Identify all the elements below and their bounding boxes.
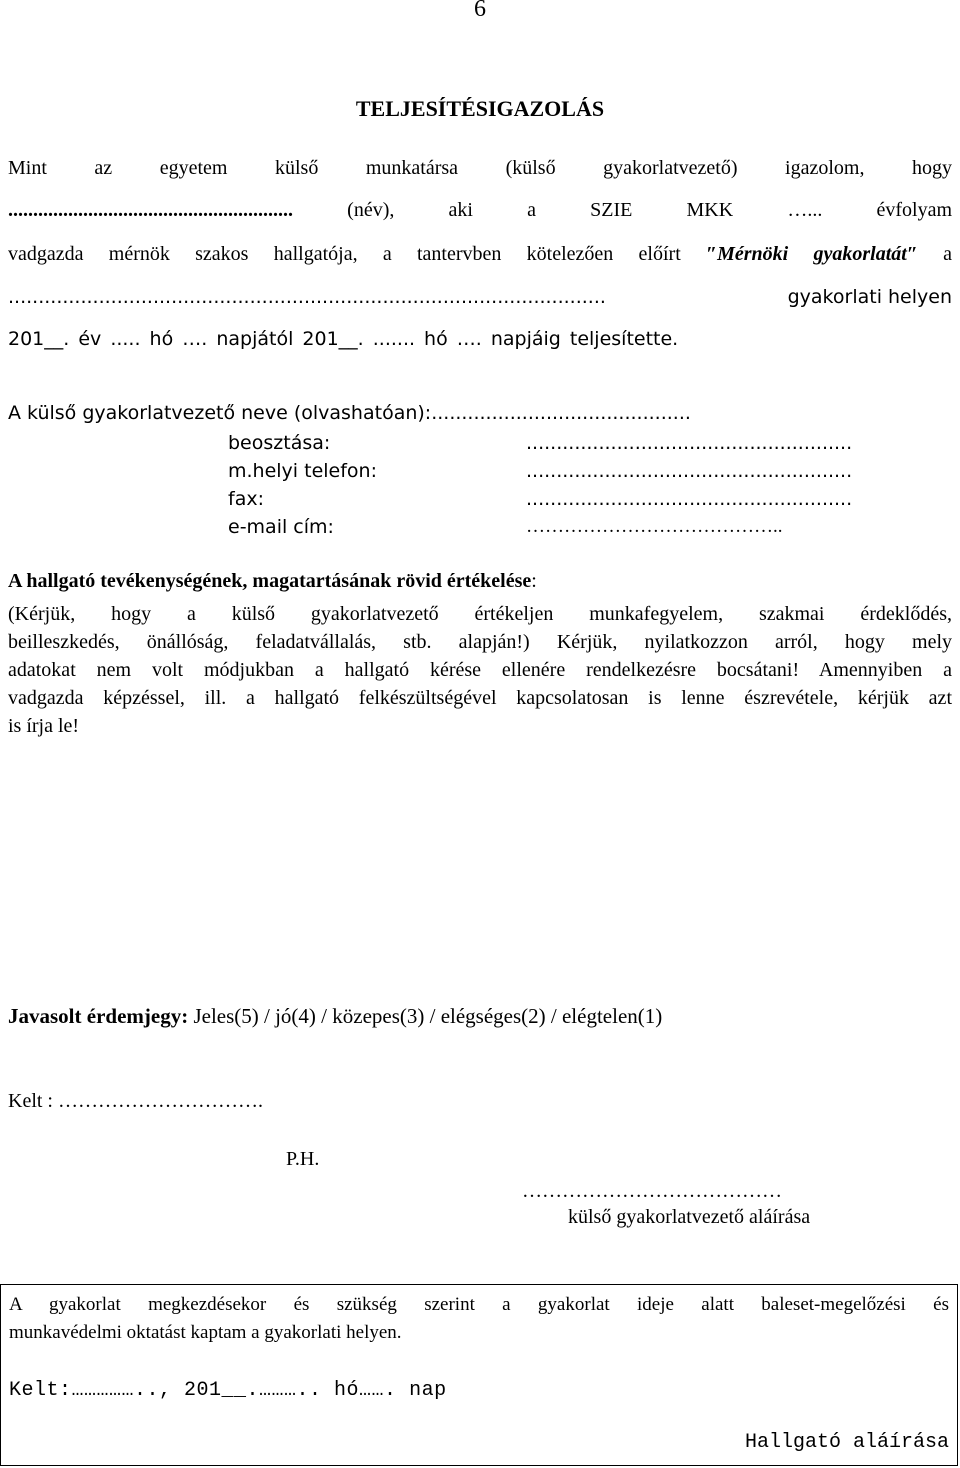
date-dots: …………………………. — [58, 1090, 263, 1112]
statement-line-2-text: (név), aki a SZIE MKK …... évfolyam — [347, 199, 953, 221]
evaluation-line: is írja le! — [8, 715, 80, 737]
page-number: 6 — [474, 0, 486, 22]
supervisor-position-value: ...................................................... — [526, 432, 853, 454]
student-declaration-box — [0, 1284, 958, 1466]
practice-name: ″Mérnöki gyakorlatát″ — [706, 243, 918, 265]
evaluation-line: adatokat nem volt módjukban a hallgató kérése ellenére rendelkezésre bocsátani! Amennyiben a — [8, 659, 952, 681]
practice-place-dots: ................................................................................................... — [8, 286, 606, 308]
supervisor-phone-value: ...................................................... — [526, 460, 853, 482]
student-declaration-line-1: A gyakorlat megkezdésekor és szükség szerint a gyakorlat ideje alatt baleset-megelőzési és — [9, 1294, 949, 1315]
grade-label: Javasolt érdemjegy: — [8, 1004, 189, 1028]
evaluation-line: (Kérjük, hogy a külső gyakorlatvezető értékeljen munkafegyelem, szakmai érdeklődés, — [8, 603, 952, 625]
supervisor-name-label: A külső gyakorlatvezető neve (olvashatóan):........................................... — [8, 402, 691, 424]
statement-line-2 — [8, 198, 952, 222]
statement-line-5: 201__. év ..... hó …. napjától 201__. ....... hó …. napjáig teljesítette. — [8, 328, 679, 350]
student-name-dots: ......................................................... — [8, 199, 293, 221]
supervisor-signature-line: ………………………………… — [522, 1180, 782, 1202]
proposed-grade — [8, 1004, 662, 1029]
page-title: TELJESÍTÉSIGAZOLÁS — [355, 96, 605, 121]
evaluation-heading-colon: : — [531, 570, 537, 592]
statement-line-3-prefix: vadgazda mérnök szakos hallgatója, a tantervben kötelezően előírt — [8, 243, 681, 265]
date-line — [8, 1090, 263, 1113]
evaluation-line: vadgazda képzéssel, ill. a hallgató felkészültségével kapcsolatosan is lenne észrevétele, kérjük azt — [8, 687, 952, 709]
grade-options: Jeles(5) / jó(4) / közepes(3) / elégséges(2) / elégtelen(1) — [193, 1004, 663, 1028]
supervisor-fax-label: fax: — [228, 488, 264, 510]
supervisor-email-value: ………………………………….. — [526, 516, 783, 537]
student-signature-label: Hallgató aláírása — [744, 1431, 949, 1454]
statement-line-3 — [8, 242, 952, 266]
evaluation-heading — [8, 570, 537, 593]
evaluation-line: beilleszkedés, önállóság, feladatvállalás, stb. alapján!) Kérjük, nyilatkozzon arról, hogy mely — [8, 631, 952, 653]
supervisor-position-label: beosztása: — [228, 432, 331, 454]
student-date-line: Kelt:…………….., 201__.……….. hó……. nap — [9, 1379, 447, 1402]
supervisor-signature-label: külső gyakorlatvezető aláírása — [568, 1206, 811, 1228]
supervisor-fax-value: ...................................................... — [526, 488, 853, 510]
supervisor-phone-label: m.helyi telefon: — [228, 460, 377, 482]
date-label: Kelt : — [8, 1090, 53, 1112]
evaluation-heading-text: A hallgató tevékenységének, magatartásának rövid értékelése — [8, 570, 532, 592]
statement-line-1: Mint az egyetem külső munkatársa (külső gyakorlatvezető) igazolom, hogy — [8, 157, 952, 179]
practice-place-label: gyakorlati helyen — [787, 286, 952, 308]
statement-line-3-suffix: a — [943, 243, 953, 265]
student-declaration-line-2: munkavédelmi oktatást kaptam a gyakorlati helyen. — [9, 1322, 402, 1343]
supervisor-email-label: e-mail cím: — [228, 516, 334, 538]
stamp-placeholder: P.H. — [286, 1148, 320, 1170]
